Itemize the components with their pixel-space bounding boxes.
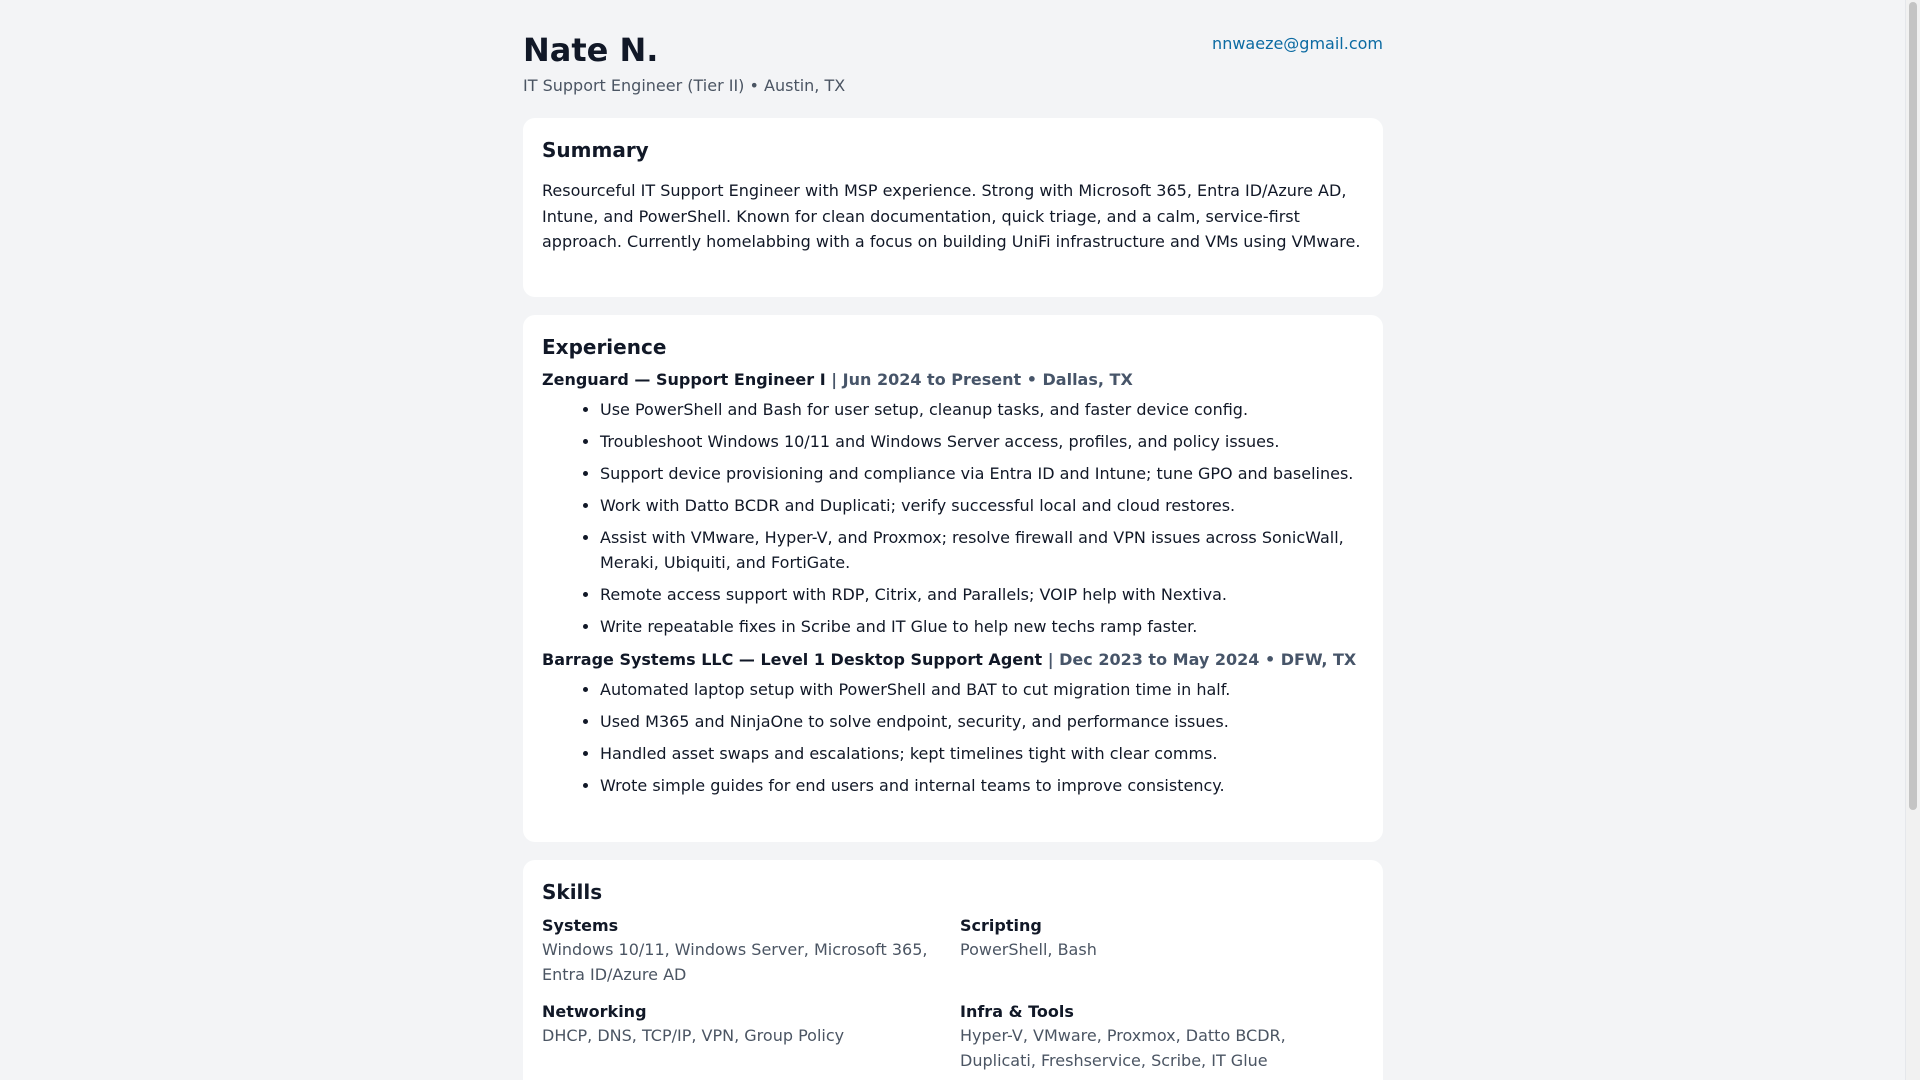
summary-section (523, 118, 1383, 297)
list-item: • Wrote simple guides for end users and internal teams to improve consistency. (600, 773, 1364, 798)
skills-grid (542, 915, 1364, 1073)
skills-section (523, 860, 1383, 1080)
list-item: • Write repeatable fixes in Scribe and IT Glue to help new techs ramp faster. (600, 614, 1364, 639)
email-link[interactable]: nnwaeze@gmail.com (1212, 34, 1383, 53)
experience-section (523, 315, 1383, 842)
skill-value: DHCP, DNS, TCP/IP, VPN, Group Policy (542, 1026, 845, 1045)
list-item: • Troubleshoot Windows 10/11 and Windows Server access, profiles, and policy issues. (600, 429, 1364, 454)
skill-group-scripting (960, 915, 1364, 987)
job-role: Barrage Systems LLC — Level 1 Desktop Support Agent (542, 650, 1043, 669)
list-item: • Automated laptop setup with PowerShell and BAT to cut migration time in half. (600, 677, 1364, 702)
skill-label: Scripting (960, 916, 1042, 935)
list-item: • Work with Datto BCDR and Duplicati; verify successful local and cloud restores. (600, 493, 1364, 518)
resume-header (523, 0, 1383, 118)
list-item: • Remote access support with RDP, Citrix, and Parallels; VOIP help with Nextiva. (600, 582, 1364, 607)
skill-value: Hyper-V, VMware, Proxmox, Datto BCDR, Duplicati, Freshservice, Scribe, IT Glue (960, 1026, 1286, 1070)
job-meta: | Dec 2023 to May 2024 • DFW, TX (1042, 650, 1357, 669)
resume-container (523, 0, 1383, 1080)
scrollbar-thumb[interactable] (1909, 2, 1917, 810)
list-item: • Use PowerShell and Bash for user setup, cleanup tasks, and faster device config. (600, 397, 1364, 422)
skill-label: Networking (542, 1002, 647, 1021)
experience-heading: Experience (542, 335, 667, 359)
page-scrollbar[interactable] (1905, 0, 1920, 1080)
skill-group-infra-tools (960, 1001, 1364, 1073)
job-title-barrage (542, 649, 1364, 671)
job-role: Zenguard — Support Engineer I (542, 370, 826, 389)
skill-group-systems (542, 915, 960, 987)
skill-label: Infra & Tools (960, 1002, 1074, 1021)
skill-label: Systems (542, 916, 619, 935)
candidate-tagline: IT Support Engineer (Tier II) • Austin, TX (523, 76, 846, 95)
job-meta: | Jun 2024 to Present • Dallas, TX (825, 370, 1133, 389)
job-bullets-zenguard (542, 397, 1364, 639)
skill-value: PowerShell, Bash (960, 940, 1097, 959)
job-bullets-barrage (542, 677, 1364, 798)
candidate-name: Nate N. (523, 31, 659, 69)
list-item: • Handled asset swaps and escalations; kept timelines tight with clear comms. (600, 741, 1364, 766)
skills-heading: Skills (542, 880, 603, 904)
skill-group-networking (542, 1001, 960, 1073)
list-item: • Assist with VMware, Hyper-V, and Proxmox; resolve firewall and VPN issues across SonicWall, Meraki, Ubiquiti, and FortiGate. (600, 525, 1364, 575)
list-item: • Used M365 and NinjaOne to solve endpoint, security, and performance issues. (600, 709, 1364, 734)
summary-heading: Summary (542, 138, 649, 162)
job-title-zenguard (542, 369, 1364, 391)
list-item: • Support device provisioning and compliance via Entra ID and Intune; tune GPO and baselines. (600, 461, 1364, 486)
summary-text: Resourceful IT Support Engineer with MSP experience. Strong with Microsoft 365, Entra ID/Azure AD, Intune, and PowerShell. Known for clean documentation, quick triage, and a calm, service-first approach. Currently homelabbing with a focus on building UniFi infrastructure and VMs using VMware. (542, 181, 1361, 251)
skill-value: Windows 10/11, Windows Server, Microsoft 365, Entra ID/Azure AD (542, 940, 928, 984)
